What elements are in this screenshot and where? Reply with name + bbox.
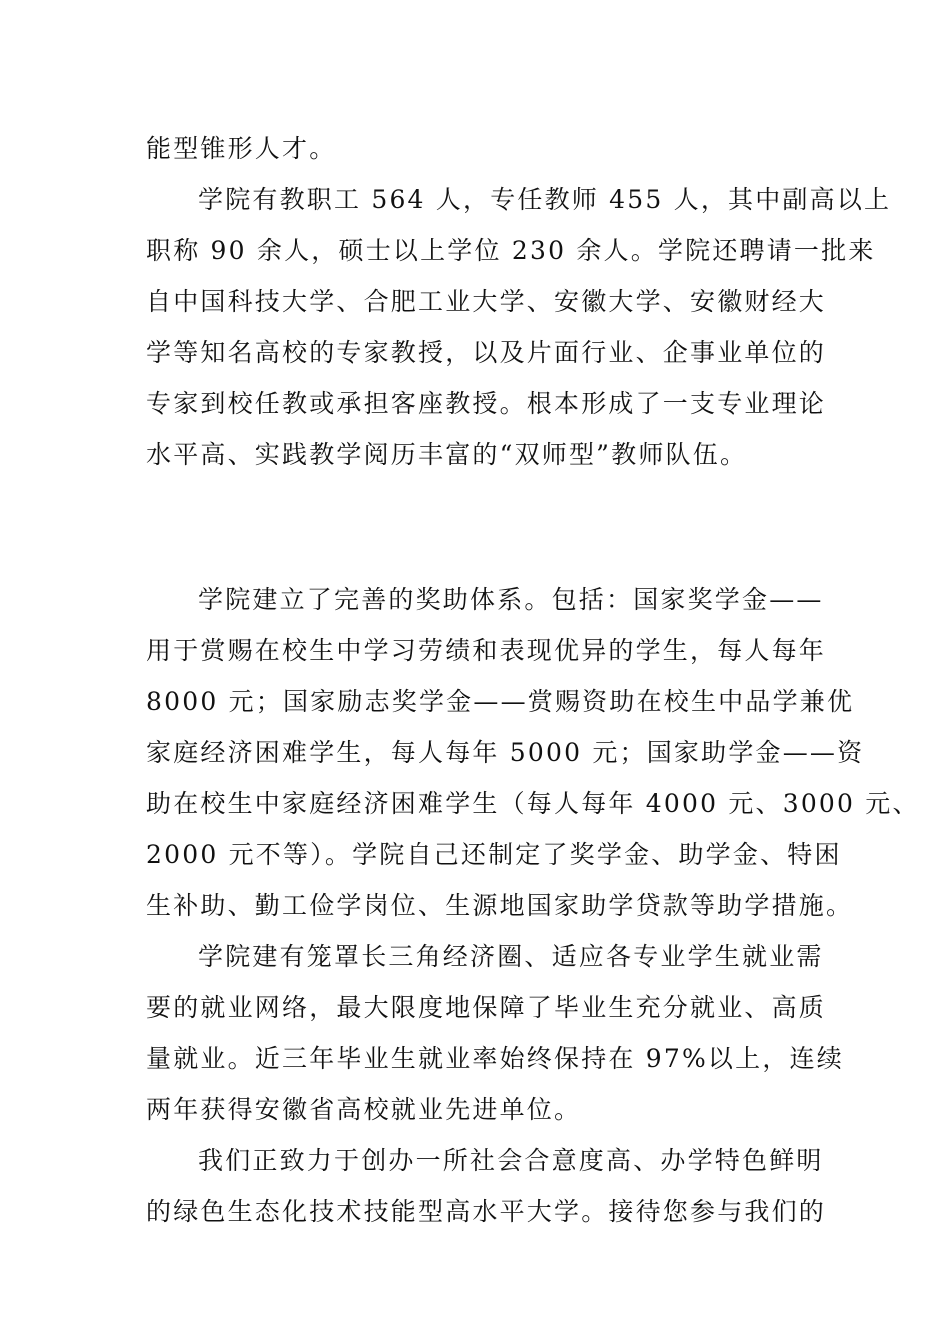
text-line: 学院建有笼罩长三角经济圈、适应各专业学生就业需 xyxy=(198,942,824,971)
text-line: 要的就业网络，最大限度地保障了毕业生充分就业、高质 xyxy=(146,993,827,1022)
text-line: 自中国科技大学、合肥工业大学、安徽大学、安徽财经大 xyxy=(146,287,827,316)
text-line: 专家到校任教或承担客座教授。根本形成了一支专业理论 xyxy=(146,389,827,418)
text-line: 学院有教职工 564 人，专任教师 455 人，其中副高以上 xyxy=(198,185,892,214)
text-line: 2000 元不等）。学院自己还制定了奖学金、助学金、特困 xyxy=(146,840,842,869)
text-line: 家庭经济困难学生，每人每年 5000 元；国家助学金——资 xyxy=(146,738,865,767)
text-line: 学等知名高校的专家教授，以及片面行业、企事业单位的 xyxy=(146,338,827,367)
text-line: 助在校生中家庭经济困难学生（每人每年 4000 元、3000 元、 xyxy=(146,789,920,818)
text-line: 水平高、实践教学阅历丰富的“双师型”教师队伍。 xyxy=(146,440,748,469)
text-line: 两年获得安徽省高校就业先进单位。 xyxy=(146,1095,582,1124)
text-line: 学院建立了完善的奖助体系。包括：国家奖学金—— xyxy=(198,585,824,614)
text-line: 能型锥形人才。 xyxy=(146,134,337,163)
text-line: 量就业。近三年毕业生就业率始终保持在 97%以上，连续 xyxy=(146,1044,844,1073)
text-line: 职称 90 余人，硕士以上学位 230 余人。学院还聘请一批来 xyxy=(146,236,876,265)
text-line: 8000 元；国家励志奖学金——赏赐资助在校生中品学兼优 xyxy=(146,687,855,716)
text-line: 我们正致力于创办一所社会合意度高、办学特色鲜明 xyxy=(198,1146,824,1175)
text-line: 生补助、勤工俭学岗位、生源地国家助学贷款等助学措施。 xyxy=(146,891,854,920)
text-line: 的绿色生态化技术技能型高水平大学。接待您参与我们的 xyxy=(146,1197,827,1226)
text-line: 用于赏赐在校生中学习劳绩和表现优异的学生，每人每年 xyxy=(146,636,827,665)
